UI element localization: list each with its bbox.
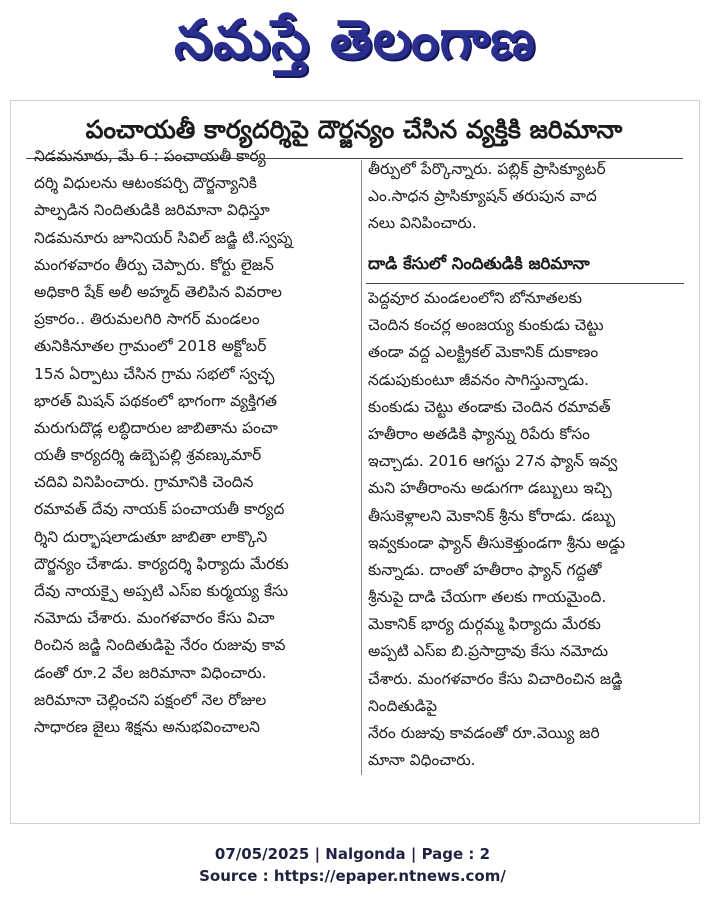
article-text-line: హతీరాం అతడికి ఫ్యాన్ను రిపేరు కోసం (368, 424, 590, 443)
article-text-line: చేశారు. మంగళవారం కేసు విచారించిన జడ్జి (368, 669, 623, 688)
article-text-line: నిందితుడిపై (368, 696, 438, 715)
article-text-line: ఎం.సాధన ప్రాసిక్యూషన్ తరుపున వాద (368, 187, 597, 206)
right-column-top (368, 156, 684, 238)
article-text-line: నమోదు చేశారు. మంగళవారం కేసు విచా (34, 609, 275, 628)
article-text-line: జరిమానా చెల్లించని పక్షంలో నెల రోజుల (34, 690, 267, 709)
article-text-line: మంగళవారం తీర్పు చెప్పారు. కోర్టు లైజన్ (34, 255, 274, 274)
article-text-line: నిడమనూరు జూనియర్ సివిల్ జడ్జి టి.స్వప్న (34, 228, 293, 247)
article-text-line: పెద్దవూర మండలంలోని బోనూతలకు (368, 289, 582, 307)
article-text-line: 15న ఏర్పాటు చేసిన గ్రామ సభలో స్వచ్ఛ (34, 364, 275, 383)
article-text-line: తునికినూతల గ్రామంలో 2018 అక్టోబర్ (34, 337, 267, 356)
article-text-line: అధికారి షేక్ అలీ అహ్మద్ తెలిపిన వివరాల (34, 282, 282, 301)
article-text-line: కున్నాడు. దాంతో హతీరాం ఫ్యాన్ గద్దతో (368, 560, 602, 579)
article-text-line: తీసుకెళ్లాలని మెకానిక్ శ్రీను కోరాడు. డబ్బు (368, 506, 616, 525)
article-text-line: సాధారణ జైలు శిక్షను అనుభవించాలని (34, 717, 260, 736)
article-text-line: నడుపుకుంటూ జీవనం సాగిస్తున్నాడు. (368, 370, 589, 389)
article-text-line: తండా వద్ద ఎలక్ట్రికల్ మెకానిక్ దుకాణం (368, 343, 599, 362)
article-headline: పంచాయతీ కార్యదర్శిపై దౌర్జన్యం చేసిన వ్యక్తికి జరిమానా (85, 115, 623, 144)
article-text-line: డంతో రూ.2 వేల జరిమానా విధించారు. (34, 663, 267, 682)
article-text-line: రమావత్ దేవు నాయక్ పంచాయతీ కార్యద (34, 500, 285, 519)
article-text-line: మరుగుదొడ్ల లబ్ధిదారుల జాబితాను పంచా (34, 418, 278, 437)
article-text-line: రించిన జడ్జి నిందితుడిపై నేరం రుజువు కావ (34, 636, 286, 655)
footer-source-link[interactable]: Source : https://epaper.ntnews.com/ (199, 867, 506, 885)
article-text-line: ర్శిని దుర్భాషలాడుతూ జాబితా లాక్కొని (34, 527, 268, 546)
article-text-line: మని హతీరాంను అడుగగా డబ్బులు ఇచ్చి (368, 479, 612, 498)
article-text-line: ప్రకారం.. తిరుమలగిరి సాగర్ మండలం (34, 310, 260, 329)
article-text-line: దేవు నాయక్పై అప్పటి ఎస్ఐ కుర్మయ్య కేసు (34, 582, 289, 600)
article-text-line: ఇవ్వకుండా ఫ్యాన్ తీసుకెళ్తుండగా శ్రీను అడ్డు (368, 533, 626, 552)
column-divider (361, 160, 362, 775)
article-text-line: అప్పటి ఎస్ఐ బి.ప్రసాద్రావు కేసు నమోదు (368, 642, 609, 661)
article-text-line: చదివి వినిపించారు. గ్రామానికి చెందిన (34, 473, 254, 492)
article-text-line: యతీ కార్యదర్శి ఉబ్బెపల్లి శ్రవణ్కుమార్ (34, 446, 262, 465)
article-text-line: చెందిన కంచర్ల అంజయ్య కుంకుడు చెట్టు (368, 316, 604, 335)
left-column (34, 143, 356, 741)
article-text-line: నేరం రుజువు కావడంతో రూ.వెయ్యి జరి (368, 724, 600, 742)
article-text-line: దర్శి విధులను ఆటంకపర్చి దౌర్జన్యానికి (34, 174, 257, 193)
article-text-line: మానా విధించారు. (368, 751, 476, 770)
footer-edition-info: 07/05/2025 | Nalgonda | Page : 2 (214, 845, 491, 863)
article-text-line: పాల్పడిన నిందితుడికి జరిమానా విధిస్తూ (34, 201, 270, 220)
right-column-bottom (368, 285, 684, 774)
newspaper-masthead: నమస్తే తెలంగాణ (174, 7, 536, 71)
article-text-line: తీర్పులో పేర్కొన్నారు. పబ్లిక్ ప్రాసిక్యూటర్ (368, 160, 606, 178)
article-text-line: నలు వినిపించారు. (368, 214, 477, 233)
article-text-line: కుంకుడు చెట్టు తండాకు చెందిన రమావత్ (368, 397, 611, 416)
article-text-line: ఇచ్చాడు. 2016 ఆగస్టు 27న ఫ్యాన్ ఇవ్వ (368, 452, 618, 471)
subheading-rule (366, 283, 684, 284)
article-text-line: మెకానిక్ భార్య దుర్గమ్మ ఫిర్యాదు మేరకు (368, 615, 601, 634)
article-text-line: శ్రీనుపై దాడి చేయగా తలకు గాయమైంది. (368, 588, 607, 607)
article-text-line: నిడమనూరు, మే 6 : పంచాయతీ కార్య (34, 147, 266, 165)
article-text-line: భారత్ మిషన్ పథకంలో భాగంగా వ్యక్తిగత (34, 391, 277, 410)
article-text-line: దౌర్జన్యం చేశాడు. కార్యదర్శి ఫిర్యాదు మేరకు (34, 554, 289, 573)
article-subheading: దాడి కేసులో నిందితుడికి జరిమానా (368, 254, 590, 273)
